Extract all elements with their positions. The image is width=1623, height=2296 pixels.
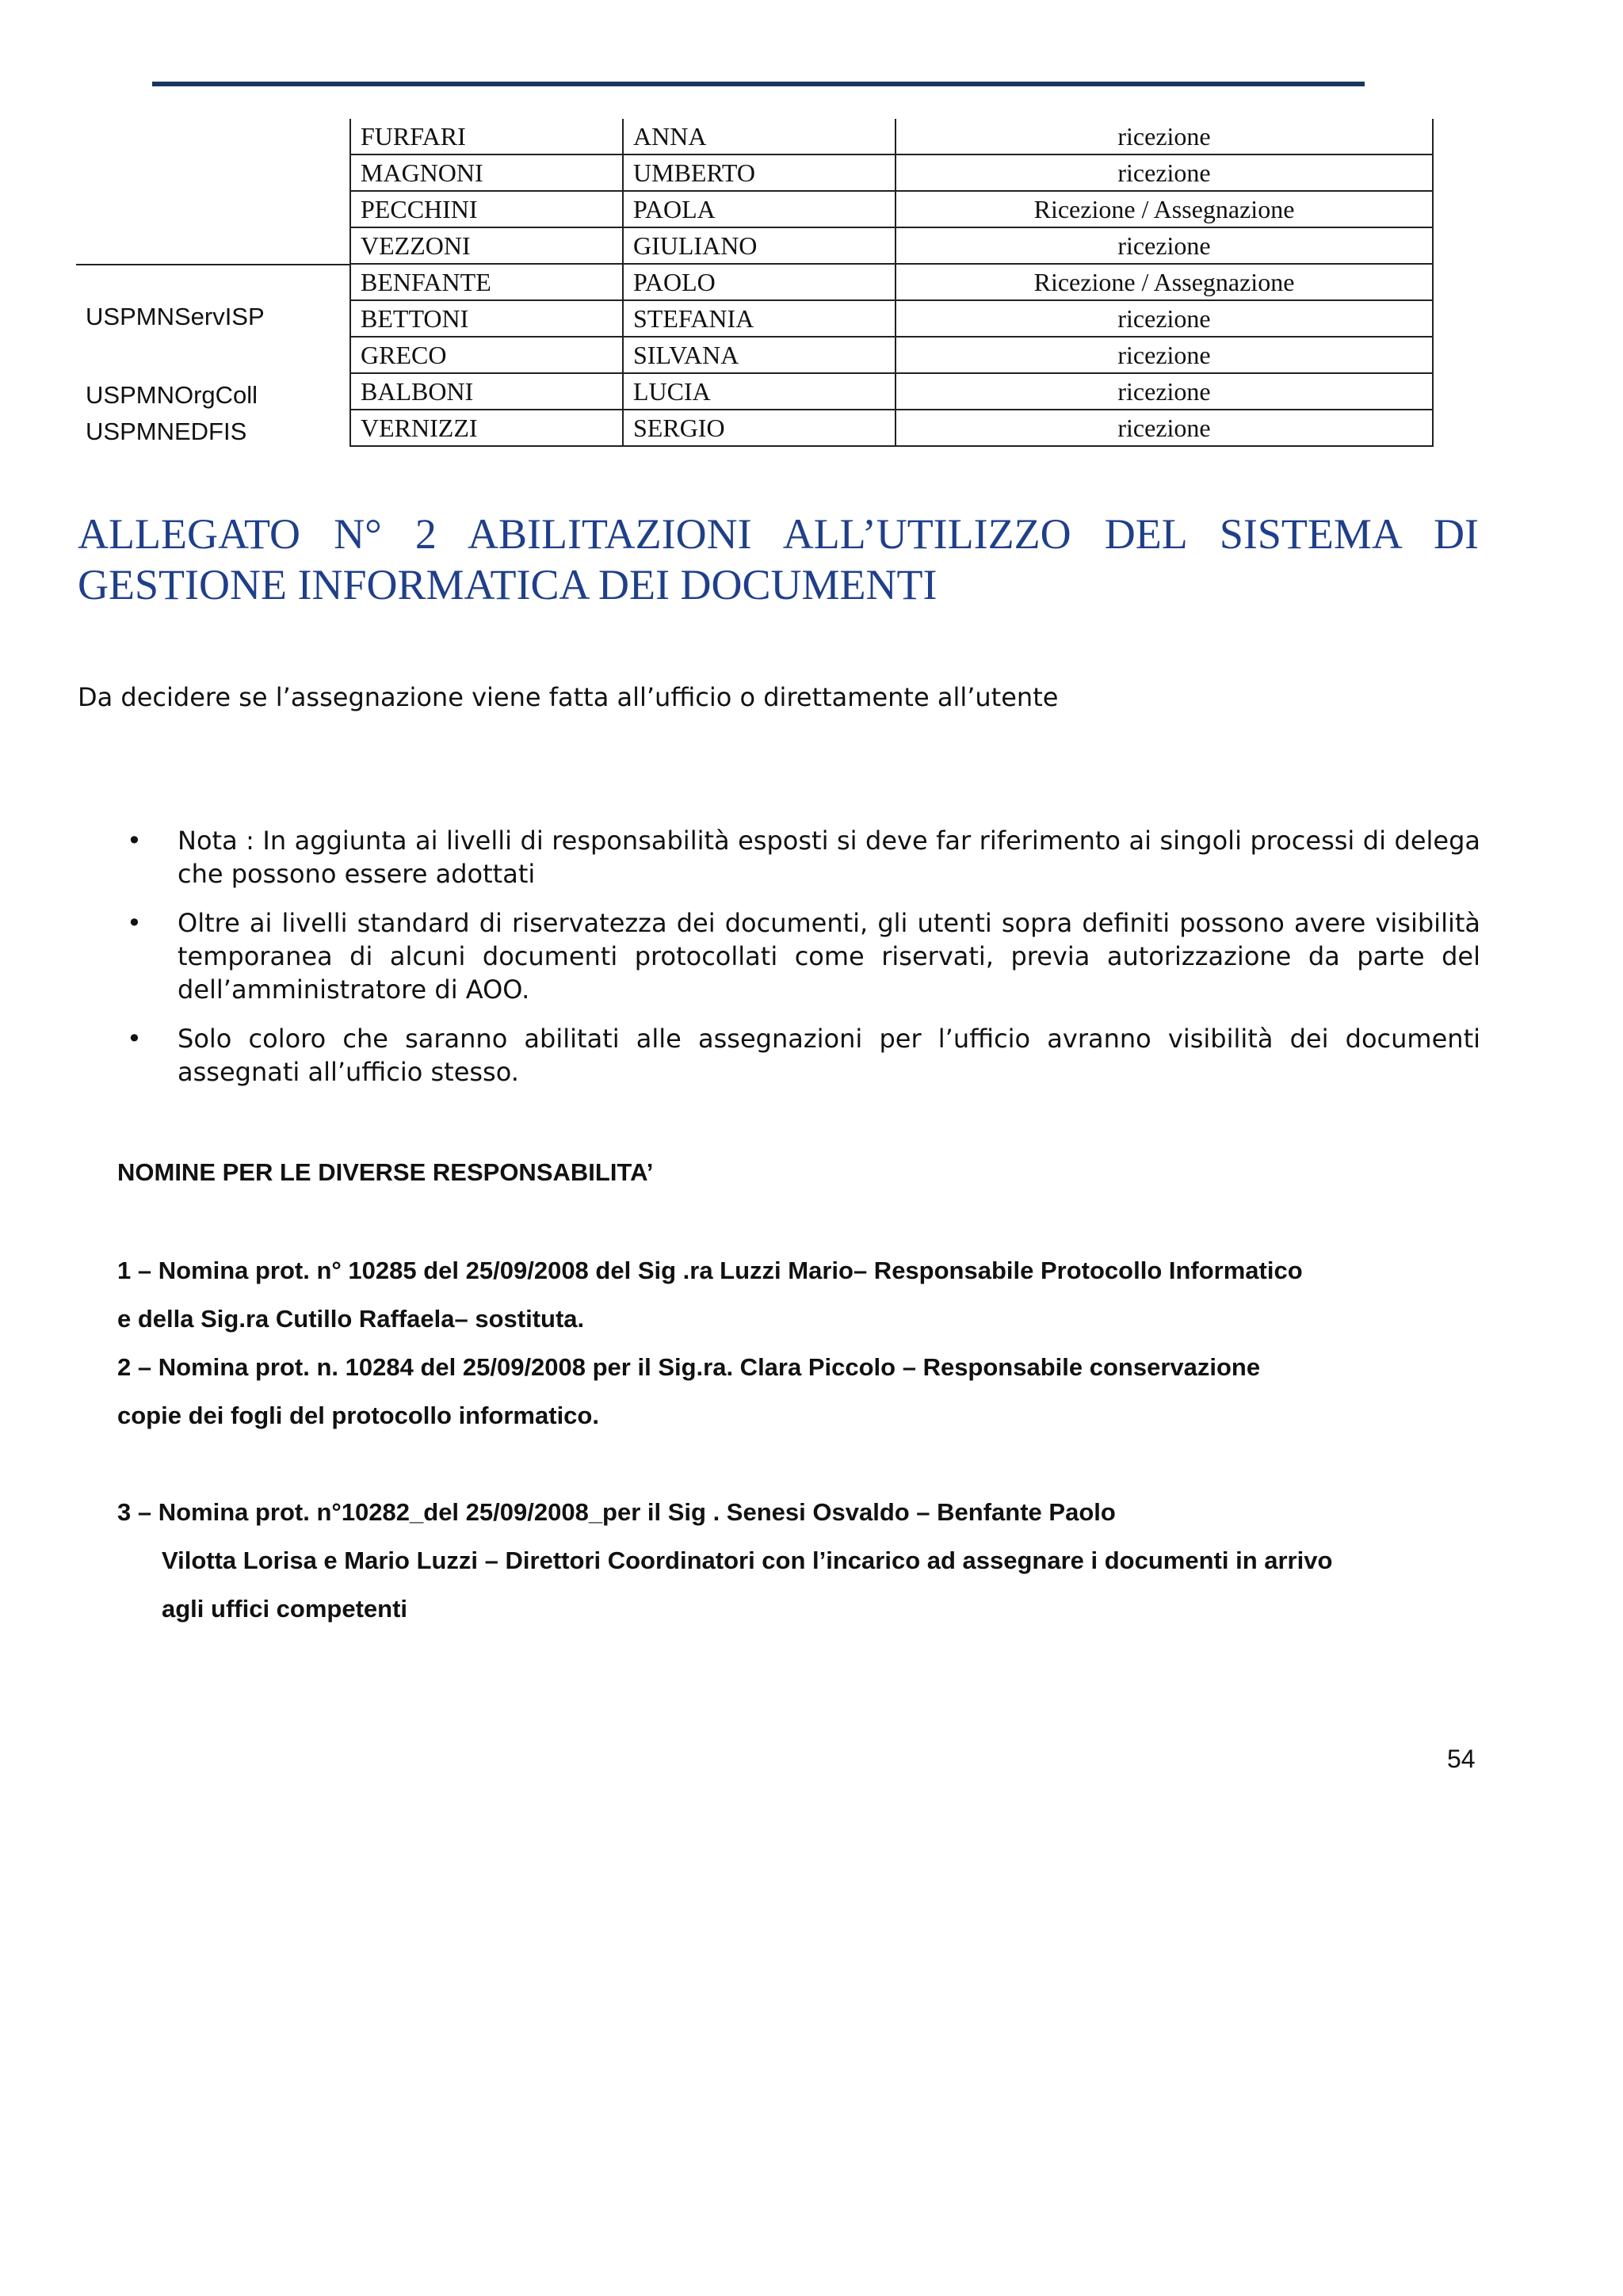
surname-cell: PECCHINI [350, 191, 623, 227]
table-row [350, 337, 1433, 373]
bullet-icon: • [127, 908, 142, 938]
role-cell: ricezione [896, 119, 1433, 154]
name-cell: SILVANA [623, 337, 896, 373]
surname-cell: VEZZONI [350, 227, 623, 264]
surname-cell: GRECO [350, 337, 623, 373]
nomina-2-line-1: 2 – Nomina prot. n. 10284 del 25/09/2008 per il Sig.ra. Clara Piccolo – Responsabile conservazione [117, 1353, 1261, 1381]
name-cell: PAOLA [623, 191, 896, 227]
surname-cell: FURFARI [350, 119, 623, 154]
nomina-1-line-2: e della Sig.ra Cutillo Raffaela– sostituta. [117, 1305, 585, 1333]
table-row [350, 227, 1433, 264]
name-cell: ANNA [623, 119, 896, 154]
bullet-icon: • [127, 826, 142, 856]
roster-table [349, 119, 1434, 447]
note-text: Solo coloro che saranno abilitati alle assegnazioni per l’ufficio avranno visibilità dei documenti assegnati all’ufficio stesso. [178, 1024, 1480, 1087]
table-row [350, 191, 1433, 227]
page-number: 54 [1447, 1745, 1476, 1773]
nomina-3-line-2: Vilotta Lorisa e Mario Luzzi – Direttori Coordinatori con l’incarico ad assegnare i documenti in arrivo [162, 1547, 1333, 1574]
list-item [127, 906, 1480, 1006]
office-divider [76, 264, 349, 265]
table-row [350, 154, 1433, 191]
intro-paragraph: Da decidere se l’assegnazione viene fatta all’ufficio o direttamente all’utente [78, 682, 1059, 712]
role-cell: Ricezione / Assegnazione [896, 264, 1433, 300]
name-cell: STEFANIA [623, 300, 896, 337]
nomine-title: NOMINE PER LE DIVERSE RESPONSABILITA’ [117, 1158, 654, 1186]
note-text: Oltre ai livelli standard di riservatezza dei documenti, gli utenti sopra definiti possono avere visibilità temporanea di alcuni documenti protocollati come riservati, previa autorizzazione da parte del dell’amministratore di AOO. [178, 908, 1480, 1005]
note-text: Nota : In aggiunta ai livelli di responsabilità esposti si deve far riferimento ai singoli processi di delega che possono essere adottati [178, 826, 1480, 889]
bullet-icon: • [127, 1024, 142, 1054]
office-label-org-coll: USPMNOrgColl [86, 381, 258, 409]
nomina-3 [117, 1488, 1496, 1633]
surname-cell: BALBONI [350, 373, 623, 410]
role-cell: ricezione [896, 337, 1433, 373]
nomina-2 [117, 1343, 1496, 1440]
nomina-3-line-1: 3 – Nomina prot. n°10282_del 25/09/2008_per il Sig . Senesi Osvaldo – Benfante Paolo [117, 1498, 1116, 1526]
role-cell: Ricezione / Assegnazione [896, 191, 1433, 227]
name-cell: SERGIO [623, 410, 896, 446]
office-label-serv-isp: USPMNServISP [86, 303, 265, 330]
table-row [350, 119, 1433, 154]
surname-cell: VERNIZZI [350, 410, 623, 446]
table-row [350, 410, 1433, 446]
table-row [350, 300, 1433, 337]
name-cell: UMBERTO [623, 154, 896, 191]
role-cell: ricezione [896, 373, 1433, 410]
surname-cell: MAGNONI [350, 154, 623, 191]
notes-list [127, 824, 1480, 1104]
role-cell: ricezione [896, 410, 1433, 446]
role-cell: ricezione [896, 300, 1433, 337]
name-cell: GIULIANO [623, 227, 896, 264]
nomina-1 [117, 1246, 1496, 1343]
role-cell: ricezione [896, 227, 1433, 264]
table-row [350, 264, 1433, 300]
name-cell: PAOLO [623, 264, 896, 300]
office-label-edfis: USPMNEDFIS [86, 418, 247, 445]
table-row [350, 373, 1433, 410]
surname-cell: BETTONI [350, 300, 623, 337]
section-heading: ALLEGATO N° 2 ABILITAZIONI ALL’UTILIZZO DEL SISTEMA DI GESTIONE INFORMATICA DEI DOCUMENTI [78, 510, 1479, 608]
surname-cell: BENFANTE [350, 264, 623, 300]
nomina-1-line-1: 1 – Nomina prot. n° 10285 del 25/09/2008 del Sig .ra Luzzi Mario– Responsabile Protocollo Informatico [117, 1257, 1303, 1284]
list-item [127, 1022, 1480, 1089]
name-cell: LUCIA [623, 373, 896, 410]
nomina-2-line-2: copie dei fogli del protocollo informatico. [117, 1402, 599, 1429]
role-cell: ricezione [896, 154, 1433, 191]
list-item [127, 824, 1480, 891]
nomina-3-line-3: agli uffici competenti [162, 1595, 408, 1623]
header-rule [152, 82, 1365, 86]
